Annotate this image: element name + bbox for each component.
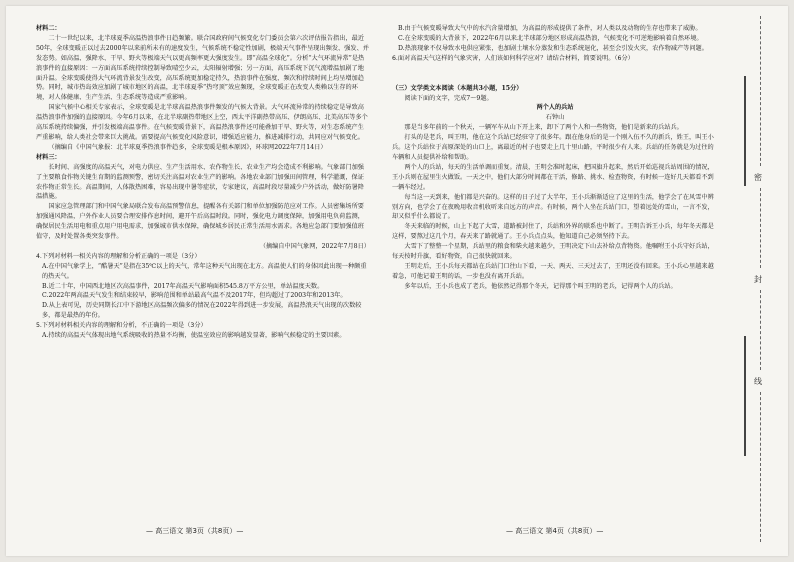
question-5: 5.下列对材料相关内容的理解和分析，不正确的一项是（3分） bbox=[36, 322, 207, 330]
answer-space bbox=[392, 64, 718, 84]
question-5-option-c: C.在全球变暖的大背景下，2022年6月以来北半球部分地区形成高温热浪，气候变化不可逆地影响着自然环境。 bbox=[398, 34, 703, 42]
page-4-footer: — 高三语文 第4页（共8页）— bbox=[506, 527, 604, 535]
question-4-option-c: C.2022年两高温天气发生和结束较早，影响范围和单站最高气温不及2017年，但均超过了2003年和2013年。 bbox=[42, 292, 347, 300]
page-4-column bbox=[392, 24, 718, 292]
material-2-paragraph: 国家气候中心相关专家表示，全球变暖是北半球高温热浪事件频发的气候大背景。大气环流异常的持续稳定是导致高温热浪事件加强的直接原因。今年6月以来，在北半球副热带地区上空，西太平洋副热带高压、伊朗高压、北美高压等多个高压系统持续偏强，并引发极端高温事件。在气候变暖背景下，高温热浪事件还可能叠加干旱、野火等，对生态系统产生严重影响，给人类社会带来巨大挑战。需要提高气候变化风险意识，增强适应能力，推进减排行动，共同应对气候变化。 bbox=[36, 104, 368, 141]
question-5-option-a: A.持续的高温天气体现出地气系统吸收的热量不均衡，使温室效应的影响越发显著，影响气候稳定的主要因素。 bbox=[42, 332, 346, 340]
seal-line-margin bbox=[732, 6, 788, 556]
page-3-footer: — 高三语文 第3页（共8页）— bbox=[146, 527, 244, 535]
material-2-heading: 材料二： bbox=[36, 25, 61, 32]
seal-char-2: 封 bbox=[754, 275, 762, 284]
story-paragraph: 大雪下了整整一个星期，兵站里的粮食和柴火越来越少，王明决定下山去补给点背物资。他嘱咐王小兵守好兵站，每天按时升旗，看好物资，自己很快就回来。 bbox=[392, 243, 714, 261]
story-paragraph: 冬天来临的时候，山上下起了大雪，道路被封住了，兵站和外界的联系也中断了。王明告诉王小兵，每年冬天都是这样，要熬过这几个月，春天来了路就通了。王小兵点点头，他知道自己必须坚持下去。 bbox=[392, 223, 714, 241]
edge-scan-mark bbox=[744, 336, 746, 456]
material-3-heading: 材料三： bbox=[36, 153, 61, 161]
question-4-option-d: D.从上表可见，历史同期长江中下游地区高温频次偏多的情况在2022年得到进一步发展，高温热浪天气出现的次数较多，都是最热的年份。 bbox=[42, 302, 362, 320]
section-3-heading: （三）文学类文本阅读（本题共3小题，15分） bbox=[392, 84, 523, 92]
story-paragraph: 两个人的兵站，每天的生活单调而重复。清晨，王明会准时起床，把国旗升起来，然后开始巡视兵站周围的情况，王小兵则在屋里生火做饭。一天之中，他们大部分时间都在干活，修路、挑水、检查物资，有时候一连好几天都看不到一辆车经过。 bbox=[392, 163, 714, 191]
seal-dash-line bbox=[760, 392, 761, 542]
seal-char-1: 密 bbox=[754, 173, 762, 182]
page-3-column bbox=[36, 24, 370, 341]
question-5-option-d: D.热浪现象不仅导致水电供应紧张，也加剧土壤水分蒸发和生态系统退化，甚至会引发火灾，农作物减产等问题。 bbox=[398, 44, 708, 52]
story-paragraph: 王明走后，王小兵每天都站在兵站门口往山下看，一天、两天、三天过去了，王明还没有回来。王小兵心里越来越着急，可他记着王明的话，一步也没有离开兵站。 bbox=[392, 262, 714, 280]
question-4: 4.下列对材料一相关内容的理解和分析正确的一项是（3分） bbox=[36, 252, 201, 260]
story-title: 两个人的兵站 bbox=[536, 104, 574, 112]
question-4-option-a: A.在中国气象学上，“酷暑天”是指在35℃以上的天气，常年这种天气出现在北方。高温使人们的身体因此出现一种颇重的热天气。 bbox=[42, 262, 367, 280]
seal-dash-line bbox=[760, 290, 761, 370]
material-2-paragraph: 二十一世纪以来，北半球夏季高温热浪事件日趋频繁。联合国政府间气候变化专门委员会第六次评估报告指出，最近50年，全球变暖正以过去2000年以来前所未有的速度发生，气候系统不稳定性加剧，极端天气事件呈现出频发、强发、并发态势。如高温、强降水、干旱、野火等极端天气以更高频率更大强度发生。即“高温全球化”。分析“大气环流异常”是热浪事件的直接原因：一方面高压系统持续控制导致晴空少云，太阳辐射增强；另一方面，高压系统下沉气流增温加剧了地面升温。全球变暖使得大气环流背景发生改变，高压系统更加稳定持久，热浪事件在强度、频次和持续时间上均呈增加趋势。同时，城市热岛效应加剧了城市地区的高温，北半球夏季“热穹顶”效应频现，全球变暖正在改变人类赖以生存的环境，对人体健康、生产生活、生态系统等造成严重影响。 bbox=[36, 34, 369, 102]
story-paragraph: 那是当多年前的一个秋天，一辆军车从山下开上来，卸下了两个人和一些物资，他们是新来的兵站兵。 bbox=[404, 124, 683, 132]
seal-dash-line bbox=[760, 16, 761, 166]
story-author: 石钟山 bbox=[545, 114, 565, 122]
seal-dash-line bbox=[760, 188, 761, 268]
question-6: 6.面对高温天气这样的气象灾害，人们该如何科学应对？请结合材料，简要说明。（6分） bbox=[392, 54, 634, 62]
edge-scan-mark bbox=[744, 76, 746, 186]
question-5-option-b: B.由于气候变暖导致大气中的水汽含量增加，为高温的形成提供了条件，对人类以及动物的生存也带来了威胁。 bbox=[398, 25, 702, 32]
seal-char-3: 线 bbox=[754, 377, 762, 386]
material-3-source: （摘编自中国气象网，2022年7月8日） bbox=[259, 242, 370, 250]
story-paragraph: 多年以后，王小兵也成了老兵，他依然记得那个冬天，记得那个叫王明的老兵，记得两个人的兵站。 bbox=[404, 282, 677, 290]
exam-sheet bbox=[6, 6, 788, 556]
material-3-paragraph: 长时间、高强度的高温天气，对电力供应、生产生活用水、农作物生长、农业生产均会造成不利影响。气象部门加强了主要粮食作物关键生育期的监测预警，密切关注高温对农业生产的影响。各地农业部门加强田间管理，科学灌溉，保证农作物正常生长。高温期间，人体散热困难，容易出现中暑等症状，专家建议，高温时段尽量减少户外活动，做好防暑降温措施。 bbox=[36, 163, 364, 201]
story-paragraph: 打头的是老兵，叫王明，他在这个兵站已经驻守了很多年。跟在他身后的是一个刚入伍不久的新兵，姓王，叫王小兵。这个兵站位于高原深处的山口上，离最近的村子也要走上几十里山路，平时很少有人来。兵站的任务就是为过往的车辆和人员提供补给和帮助。 bbox=[392, 134, 714, 161]
question-4-option-b: B.近二十年，中国西北地区次高温事件，2017年高温天气影响面积545.8万平方公里，单站温度天数。 bbox=[42, 282, 324, 290]
material-3-paragraph: 国家应急管理部门和中国气象局联合发布高温预警信息，提醒各有关部门和单位加强防范应对工作。人员密集场所要加强通风降温，户外作业人员要合理安排作息时间，避开午后高温时段。同时，强化电力调度保障，加强用电负荷监测，确保居民生活用电和重点用户用电需求，加强城市供水保障，确保城乡居民正常生活用水需求。各地应急部门要加强值班值守，及时处置各类突发事件。 bbox=[36, 203, 364, 241]
material-2-source: （摘编自《中国气象报：北半球夏季热浪事件趋多，全球变暖是根本原因》，环球网2022年7月14日） bbox=[48, 143, 327, 151]
section-3-instruction: 阅读下面的文字，完成7～9题。 bbox=[404, 94, 493, 102]
story-paragraph: 每当这一天到来，他们都是兴奋的。这样的日子过了大半年，王小兵渐渐适应了这里的生活，他学会了在风雪中辨别方向，也学会了在夜晚用收音机收听来自远方的声音。有时候，两个人坐在兵站门口，望着远处的雪山，一言不发，却又似乎什么都说了。 bbox=[392, 193, 714, 221]
